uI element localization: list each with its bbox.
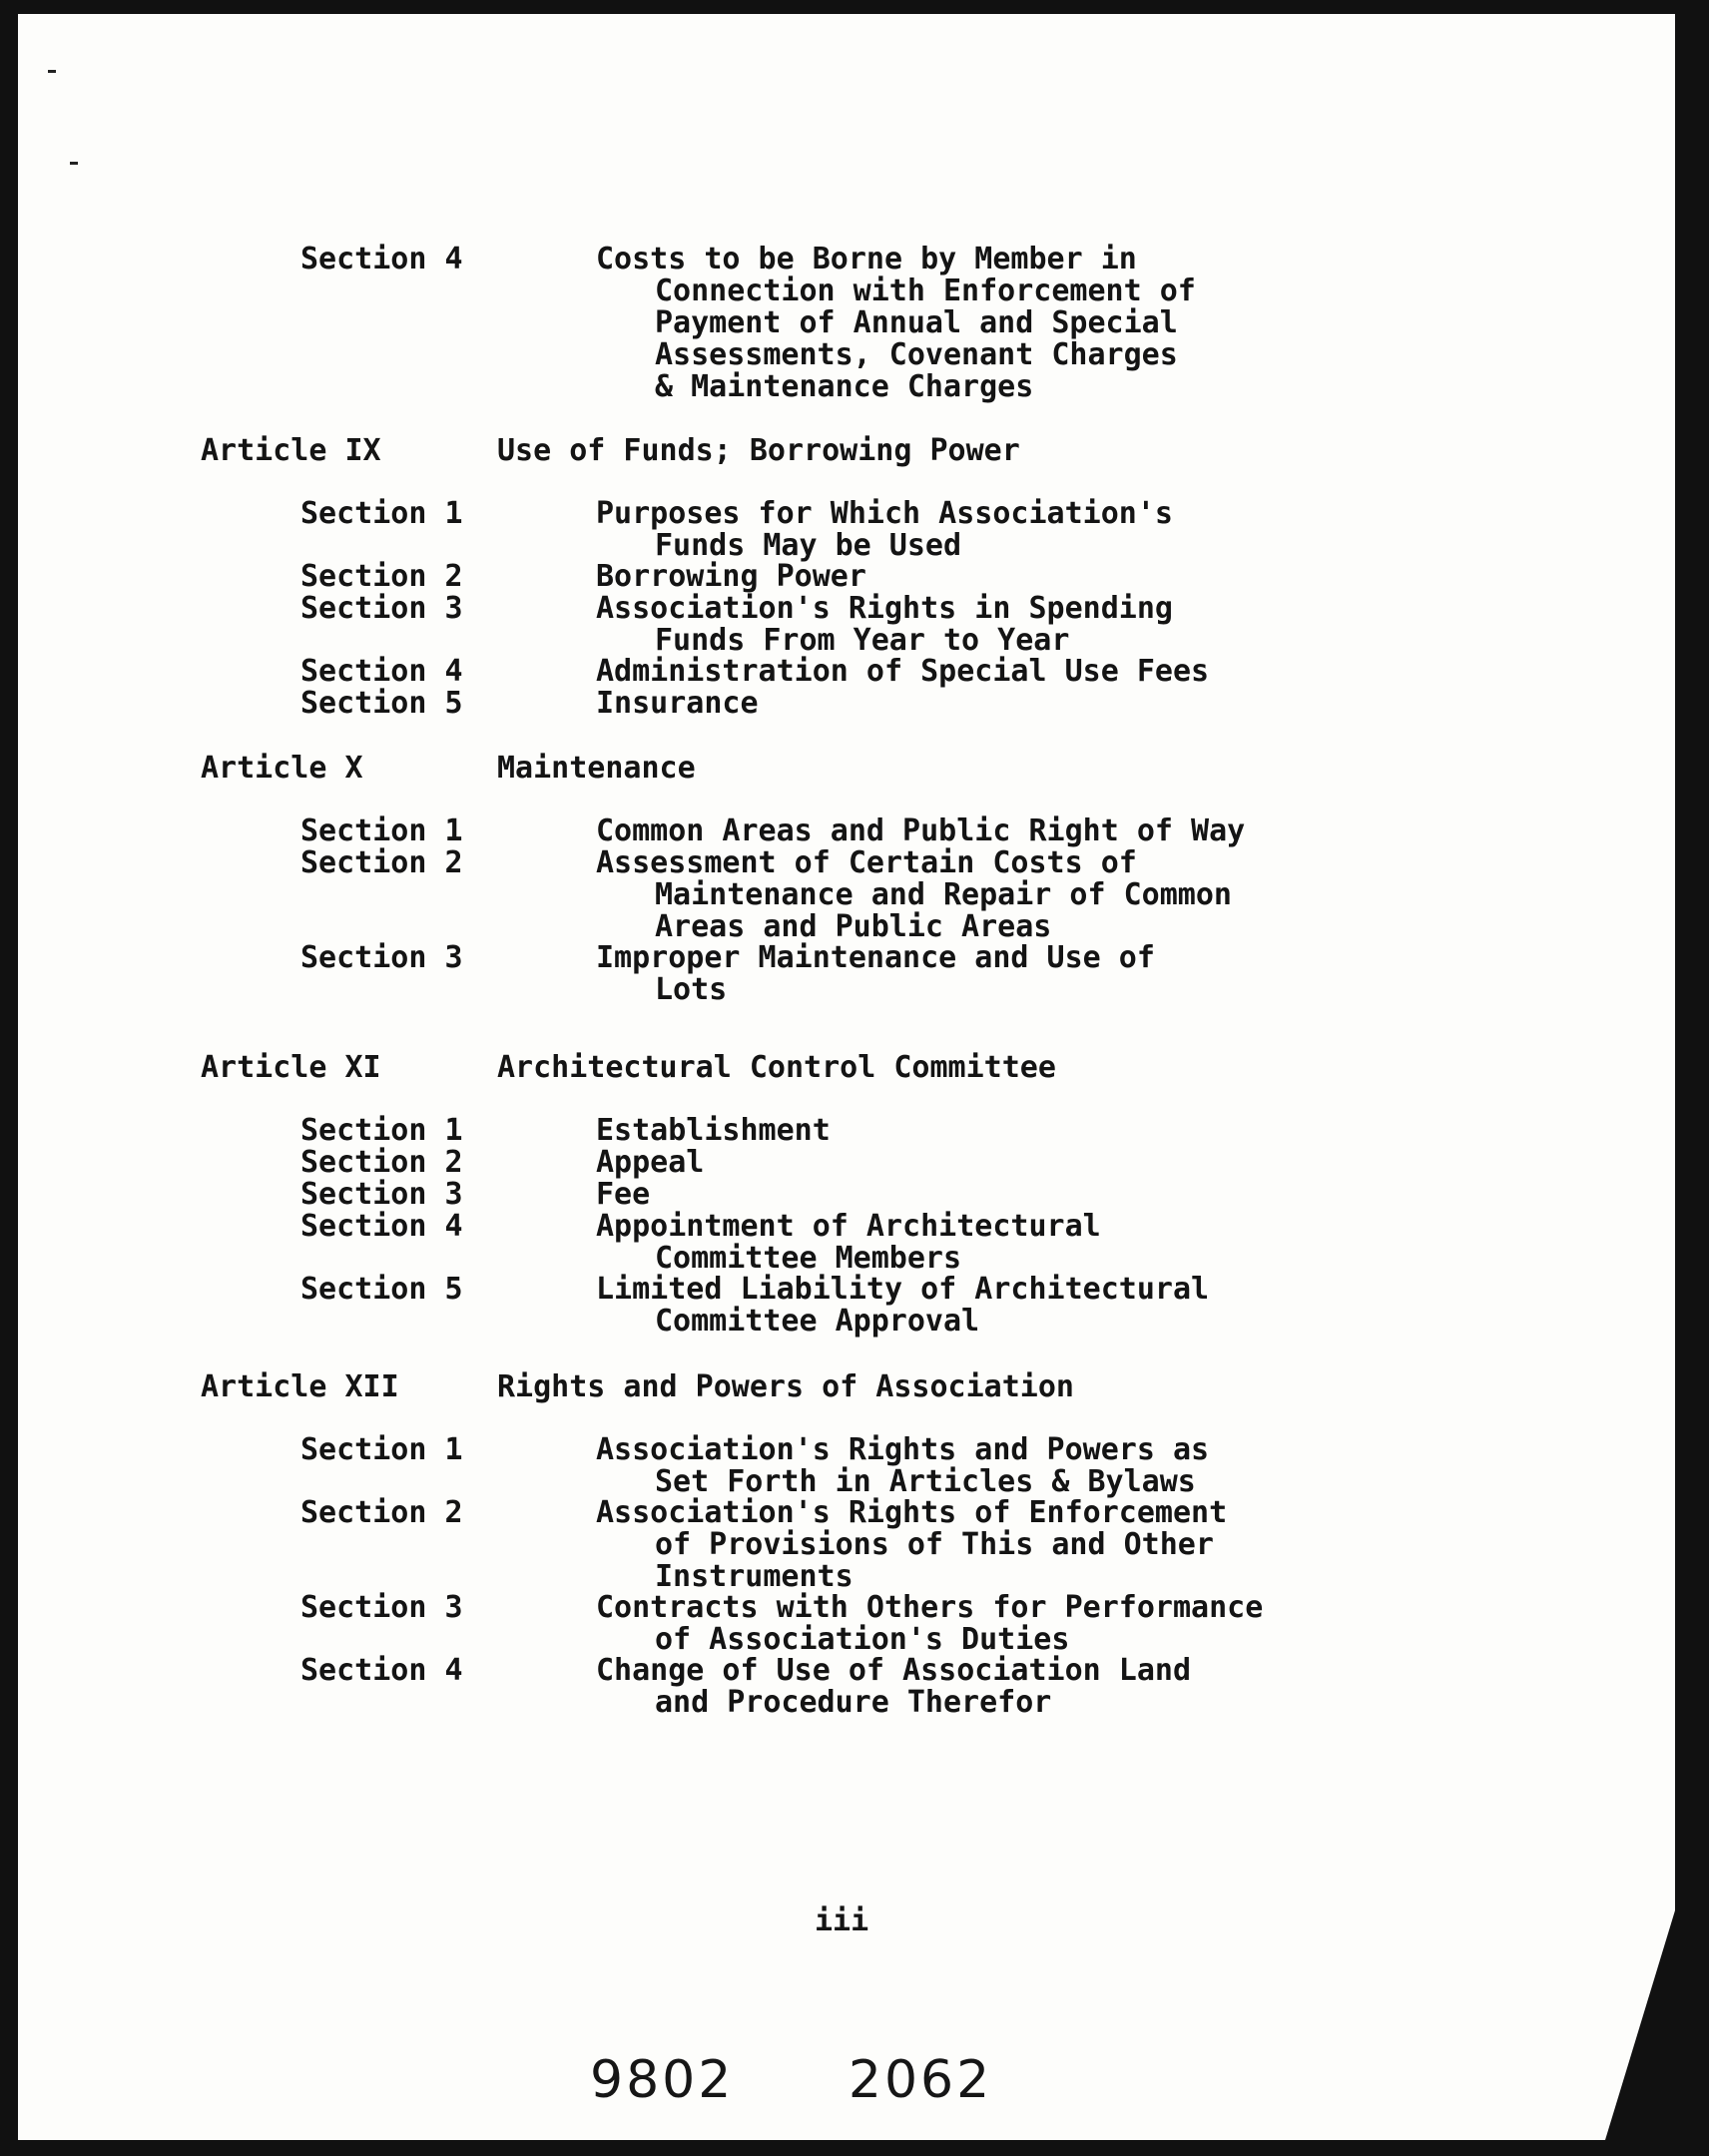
title-line: Connection with Enforcement of <box>655 273 1196 308</box>
title-line: Contracts with Others for Performance <box>596 1590 1264 1625</box>
section-label: Section 5 <box>300 1272 463 1307</box>
section-label: Section 4 <box>300 242 463 276</box>
article-title <box>497 753 696 785</box>
section-label: Section 1 <box>300 496 463 531</box>
torn-corner <box>1605 1910 1675 2140</box>
section-title <box>596 1592 1263 1656</box>
title-line: Committee Approval <box>655 1304 980 1339</box>
section-title <box>596 1497 1227 1593</box>
section-title <box>596 1434 1209 1498</box>
title-line: Administration of Special Use Fees <box>596 654 1210 689</box>
title-line: Limited Liability of Architectural <box>596 1272 1210 1307</box>
section-label: Section 2 <box>300 845 463 880</box>
title-line: Committee Members <box>655 1241 962 1276</box>
title-line: & Maintenance Charges <box>655 369 1034 404</box>
title-line: Funds From Year to Year <box>655 623 1070 658</box>
document-number-part-1: 9802 <box>590 2050 735 2110</box>
title-line: Change of Use of Association Land <box>596 1653 1192 1688</box>
title-line: Payment of Annual and Special <box>655 305 1178 340</box>
title-line: Appointment of Architectural <box>596 1209 1101 1244</box>
scan-speck <box>48 70 56 73</box>
section-title <box>596 1211 1101 1275</box>
document-number-part-2: 2062 <box>848 2050 993 2110</box>
section-label: Section 1 <box>300 1113 463 1148</box>
title-line: Set Forth in Articles & Bylaws <box>655 1464 1196 1499</box>
title-line: Fee <box>596 1177 651 1212</box>
section-title <box>596 561 866 593</box>
section-title <box>596 498 1173 562</box>
section-title <box>596 942 1155 1006</box>
section-title <box>596 1115 831 1147</box>
section-title <box>596 656 1209 688</box>
section-title <box>596 847 1232 943</box>
article-title <box>497 1371 1074 1403</box>
title-line: of Association's Duties <box>655 1622 1070 1657</box>
title-line: of Provisions of This and Other <box>655 1527 1214 1562</box>
section-label: Section 3 <box>300 940 463 975</box>
section-label: Section 3 <box>300 1590 463 1625</box>
title-line: Improper Maintenance and Use of <box>596 940 1155 975</box>
title-line: Maintenance and Repair of Common <box>655 877 1232 912</box>
title-line: Assessments, Covenant Charges <box>655 337 1178 372</box>
section-label: Section 2 <box>300 1145 463 1180</box>
title-line: Purposes for Which Association's <box>596 496 1173 531</box>
title-line: and Procedure Therefor <box>655 1685 1052 1720</box>
title-line: Borrowing Power <box>596 559 866 594</box>
article-label: Article XII <box>201 1369 399 1404</box>
section-label: Section 5 <box>300 686 463 721</box>
title-line: Common Areas and Public Right of Way <box>596 813 1246 848</box>
section-title <box>596 244 1196 403</box>
title-line: Funds May be Used <box>655 528 962 563</box>
section-label: Section 4 <box>300 1653 463 1688</box>
title-line: Lots <box>655 972 728 1007</box>
title-line: Areas and Public Areas <box>655 909 1052 944</box>
title-line: Maintenance <box>497 751 696 786</box>
title-line: Establishment <box>596 1113 831 1148</box>
title-line: Use of Funds; Borrowing Power <box>497 433 1020 468</box>
article-label: Article IX <box>201 433 381 468</box>
title-line: Association's Rights of Enforcement <box>596 1495 1228 1530</box>
article-title <box>497 1052 1056 1084</box>
title-line: Insurance <box>596 686 759 721</box>
title-line: Architectural Control Committee <box>497 1050 1056 1085</box>
section-label: Section 2 <box>300 559 463 594</box>
title-line: Instruments <box>655 1559 854 1594</box>
section-title <box>596 1274 1209 1338</box>
title-line: Rights and Powers of Association <box>497 1369 1074 1404</box>
section-label: Section 1 <box>300 1432 463 1467</box>
section-title <box>596 1179 650 1211</box>
article-label: Article XI <box>201 1050 381 1085</box>
section-label: Section 4 <box>300 654 463 689</box>
title-line: Association's Rights in Spending <box>596 591 1173 626</box>
section-label: Section 2 <box>300 1495 463 1530</box>
article-label: Article X <box>201 751 363 786</box>
section-label: Section 3 <box>300 591 463 626</box>
document-page <box>18 14 1675 2140</box>
section-title <box>596 593 1173 657</box>
document-number <box>590 2050 992 2110</box>
section-label: Section 4 <box>300 1209 463 1244</box>
article-title <box>497 435 1020 467</box>
section-label: Section 1 <box>300 813 463 848</box>
title-line: Assessment of Certain Costs of <box>596 845 1137 880</box>
section-title <box>596 688 759 720</box>
title-line: Appeal <box>596 1145 705 1180</box>
section-title <box>596 1655 1191 1719</box>
section-title <box>596 815 1245 847</box>
scan-speck <box>70 162 78 165</box>
title-line: Costs to be Borne by Member in <box>596 242 1137 276</box>
title-line: Association's Rights and Powers as <box>596 1432 1210 1467</box>
section-title <box>596 1147 704 1179</box>
section-label: Section 3 <box>300 1177 463 1212</box>
page-number: iii <box>815 1903 869 1938</box>
